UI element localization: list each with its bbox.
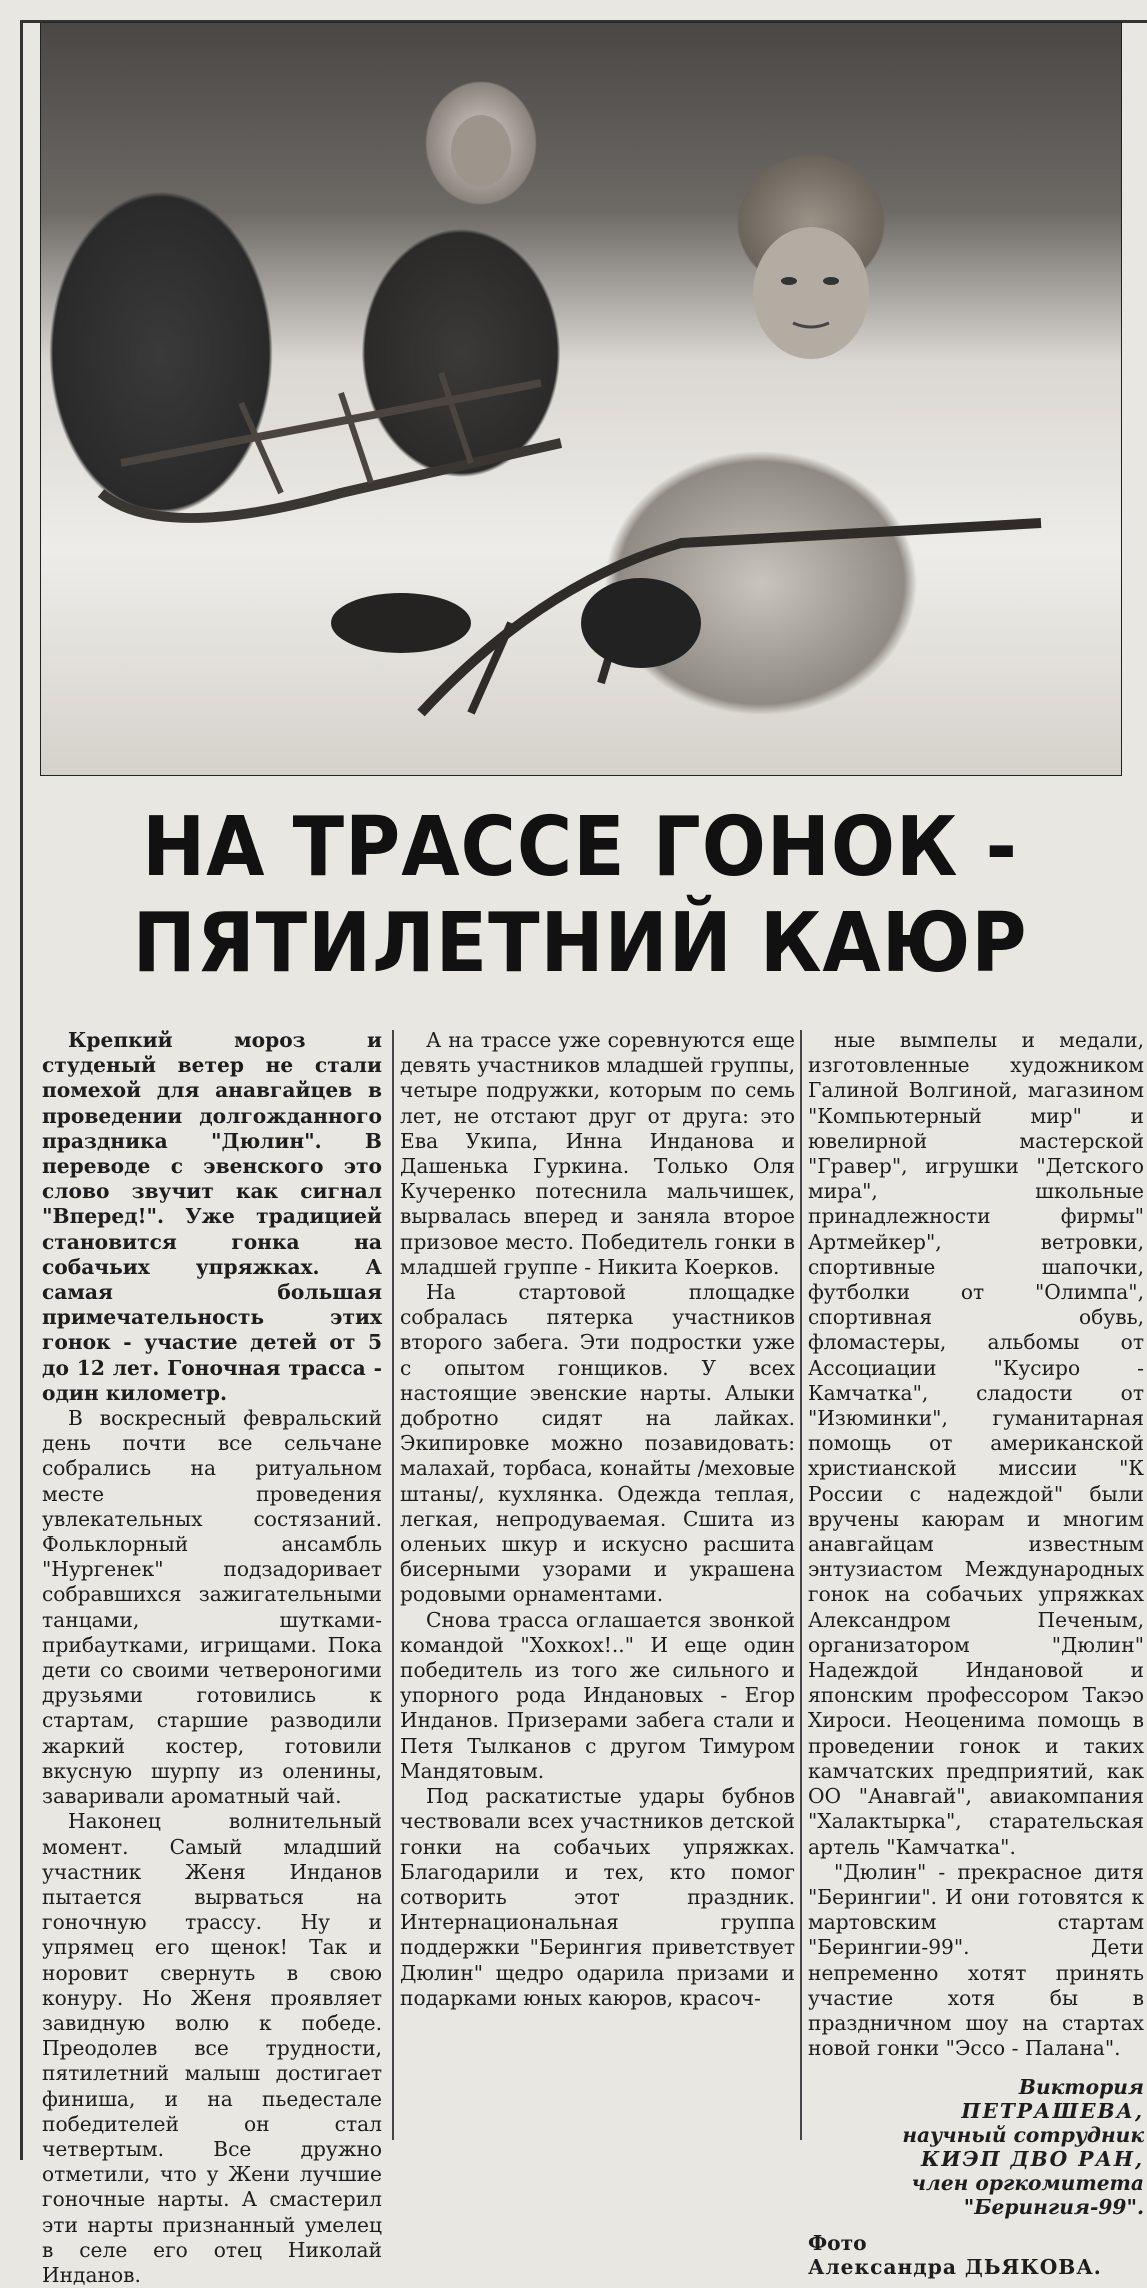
author-organization: КИЭП ДВО РАН, bbox=[921, 2147, 1144, 2172]
headline-line-1: НА ТРАССЕ ГОНОК - bbox=[142, 800, 1018, 895]
author-committee-role: член оргкомитета bbox=[911, 2171, 1144, 2196]
article-headline bbox=[83, 800, 1077, 992]
author-last-name: ПЕТРАШЕВА, bbox=[961, 2099, 1144, 2124]
article-paragraph: Наконец волнительный момент. Самый младший участник Женя Инданов пытается вырваться на гоночную трассу. Ну и упрямец его щенок! Так и норовит свернуть в свою конуру. Но Женя проявляет завидную волю к победе. Преодолев все трудности, пятилетний малыш достигает финиша, и на пьедестале победителей он стал четвертым. Все дружно отметили, что у Жени лучшие гоночные нарты. А смастерил эти нарты признанный умелец в селе его отец Николай Инданов. bbox=[42, 1809, 382, 2287]
article-paragraph: А на трассе уже соревнуются еще девять участников младшей группы, четыре подружки, которым по семь лет, не отстают друг от друга: это Ева Укипа, Инна Инданова и Дашенька Гуркина. Только Оля Кучеренко потеснила мальчишек, вырвалась вперед и заняла второе призовое место. Победитель гонки в младшей группе - Никита Коерков. bbox=[400, 1028, 795, 1279]
article-lead-paragraph: Крепкий мороз и студеный ветер не стали помехой для анавгайцев в проведении долгожданного праздника "Дюлин". В переводе с эвенского это слово звучит как сигнал "Вперед!". Уже традицией становится гонка на собачьих упряжках. А самая большая примечательность этих гонок - участие детей от 5 до 12 лет. Гоночная трасса - один километр. bbox=[42, 1028, 382, 1405]
author-committee: "Берингия-99". bbox=[963, 2195, 1144, 2220]
article-paragraph: ные вымпелы и медали, изготовленные художником Галиной Волгиной, магазином "Компьютерный мир" и ювелирной мастерской "Гравер", игрушки "Детского мира", школьные принадлежности фирмы" Артмейкер", ветровки, спортивные шапочки, футболки от "Олимпа", спортивная обувь, фломастеры, альбомы от Ассоциации "Кусиро - Камчатка", сладости от "Изюминки", гуманитарная помощь от американской христианской миссии "К России с надеждой" были вручены каюрам и многим анавгайцам известным энтузиастом Международных гонок на собачьих упряжках Александром Печеным, организатором "Дюлин" Надеждой Индановой и японским профессором Такэо Хироси. Неоценима помощь в проведении гонок и таких камчатских предприятий, как ОО "Анавгай", авиакомпания "Халактырка", старательская артель "Камчатка". bbox=[808, 1028, 1144, 1859]
author-byline bbox=[808, 2075, 1144, 2219]
column-divider bbox=[392, 1030, 394, 2140]
photo-credit bbox=[808, 2231, 1144, 2279]
left-border-rule bbox=[20, 20, 23, 2160]
article-column-3 bbox=[808, 1028, 1144, 2279]
article-photo bbox=[40, 22, 1122, 776]
author-role: научный сотрудник bbox=[902, 2123, 1144, 2148]
photographer-name: Александра ДЬЯКОВА. bbox=[808, 2255, 1102, 2280]
photo-credit-label: Фото bbox=[808, 2231, 867, 2256]
article-column-1 bbox=[42, 1028, 382, 2288]
photo-illustration bbox=[41, 23, 1121, 775]
headline-line-2: ПЯТИЛЕТНИЙ КАЮР bbox=[132, 896, 1028, 991]
article-paragraph: Под раскатистые удары бубнов чествовали всех участников детской гонки на собачьих упряжках. Благодарили и тех, кто помог сотворить этот праздник. Интернациональная группа поддержки "Берингия приветствует Дюлин" щедро одарила призами и подарками юных каюров, красоч- bbox=[400, 1784, 795, 2010]
author-first-name: Виктория bbox=[1018, 2075, 1144, 2100]
article-column-2 bbox=[400, 1028, 795, 2011]
article-paragraph: Снова трасса оглашается звонкой командой "Хохкох!.." И еще один победитель из того же сильного и упорного рода Индановых - Егор Инданов. Призерами забега стали и Петя Тылканов с другом Тимуром Мандятовым. bbox=[400, 1607, 795, 1783]
column-divider bbox=[800, 1030, 802, 2140]
article-paragraph: На стартовой площадке собралась пятерка участников второго забега. Эти подростки уже с опытом гонщиков. У всех настоящие эвенские нарты. Алыки добротно сидят на лайках. Экипировке можно позавидовать: малахай, торбаса, конайты /меховые штаны/, кухлянка. Одежда теплая, легкая, непродуваемая. Сшита из оленьих шкур и искусно расшита бисерными узорами и украшена родовыми орнаментами. bbox=[400, 1280, 795, 1607]
article-paragraph: "Дюлин" - прекрасное дитя "Берингии". И они готовятся к мартовским стартам "Берингии-99". Дети непременно хотят принять участие хотя бы в праздничном шоу на стартах новой гонки "Эссо - Палана". bbox=[808, 1859, 1144, 2061]
article-paragraph: В воскресный февральский день почти все сельчане собрались на ритуальном месте проведения увлекательных состязаний. Фольклорный ансамбль "Нургенек" подзадоривает собравшихся зажигательными танцами, шутками-прибаутками, игрищами. Пока дети со своими четвероногими друзьями готовились к стартам, старшие разводили жаркий костер, готовили вкусную шурпу из оленины, заваривали ароматный чай. bbox=[42, 1406, 382, 1809]
